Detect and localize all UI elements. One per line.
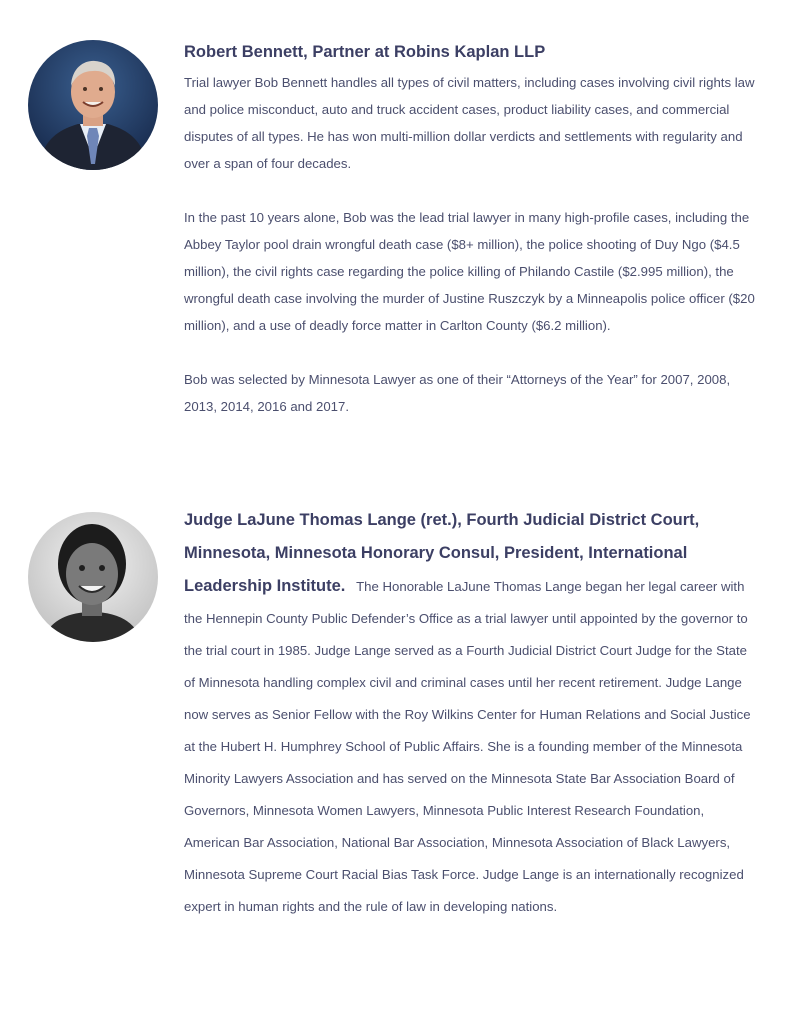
lajune-lange-para-1: The Honorable LaJune Thomas Lange began her legal career with the Hennepin County Public Defender’s Office as a trial lawyer until appointed by the governor to the trial court in 1985. Judge Lange served as a Fourth Judicial District Court Judge for the State of Minnesota handling complex civil and criminal cases until her recent retirement. Judge Lange now serves as Senior Fellow with the Roy Wilkins Center for Human Relations and Social Justice at the Hubert H. Humphrey School of Public Affairs. She is a founding member of the Minnesota Minority Lawyers Association and has served on the Minnesota State Bar Association Board of Governors, Minnesota Women Lawyers, Minnesota Public Interest Research Foundation, American Bar Association, National Bar Association, Minnesota Association of Black Lawyers, Minnesota Supreme Court Racial Bias Task Force. Judge Lange is an internationally recognized expert in human rights and the rule of law in developing nations. <box>184 579 751 914</box>
lajune-lange-lead <box>184 504 758 923</box>
lajune-lange-name: Judge LaJune Thomas Lange (ret.), Fourth Judicial District Court, Minnesota, Minnesota Honorary Consul, President, International Leadership Institute. <box>184 511 700 595</box>
robert-bennett-portrait <box>28 40 158 170</box>
robert-bennett-name: Robert Bennett, Partner at Robins Kaplan LLP <box>184 43 546 61</box>
lajune-lange-portrait <box>28 512 158 642</box>
robert-bennett-para-1: Trial lawyer Bob Bennett handles all types of civil matters, including cases involving civil rights law and police misconduct, auto and truck accident cases, product liability cases, and commercial disputes of all types. He has won multi-million dollar verdicts and settlements with regularity and over a span of four decades. <box>184 75 755 171</box>
robert-bennett-para-3: Bob was selected by Minnesota Lawyer as one of their “Attorneys of the Year” for 2007, 2008, 2013, 2014, 2016 and 2017. <box>184 372 731 414</box>
robert-bennett-para-2: In the past 10 years alone, Bob was the lead trial lawyer in many high-profile cases, including the Abbey Taylor pool drain wrongful death case ($8+ million), the police shooting of Duy Ngo ($4.5 million), the civil rights case regarding the police killing of Philando Castile ($2.995 million), the wrongful death case involving the murder of Justine Ruszczyk by a Minneapolis police officer ($20 million), and a use of deadly force matter in Carlton County ($6.2 million). <box>184 210 755 333</box>
robert-bennett-photo <box>28 40 158 170</box>
robert-bennett-bio-text <box>184 42 758 447</box>
lajune-lange-photo <box>28 512 158 642</box>
lajune-lange-bio-text <box>184 504 758 923</box>
